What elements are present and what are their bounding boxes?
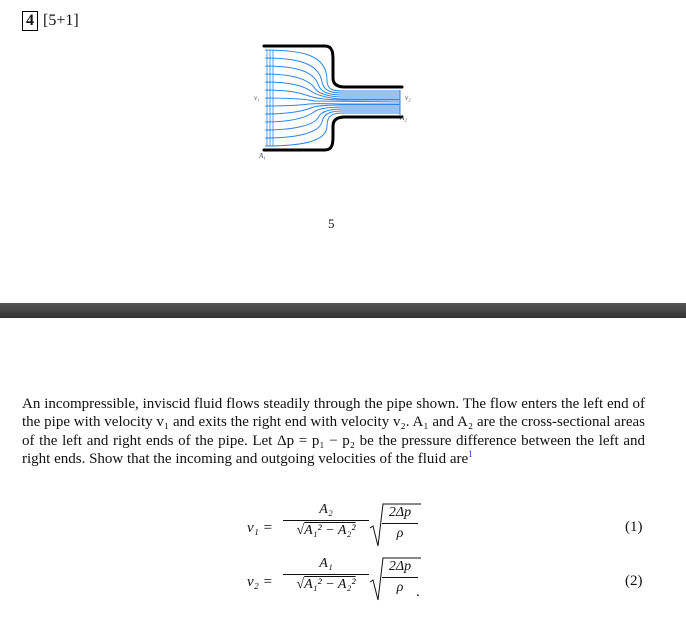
equation-2-sqrt [369,556,421,602]
equation-2-lhs: v₂ = [247,574,273,590]
v2-label: v₂ [405,94,411,102]
equation-1-sqrt-numerator: 2Δp [388,505,412,520]
equation-2-fraction: A₁ √A₁² − A₂² [283,556,369,593]
v1-label: v₁ [254,94,260,102]
equation-1-sqrt [369,502,421,548]
problem-number: 4 [22,11,38,31]
page-number: 5 [328,216,335,231]
problem-statement [22,395,645,469]
equation-1-numerator: A₂ [319,502,333,517]
equation-1-fraction: A₂ √A₁² − A₂² [283,502,369,539]
upper-page [0,0,686,303]
pipe-diagram [245,38,425,168]
equation-2-period: . [416,584,420,600]
pipe-figure [245,38,425,168]
problem-header [22,11,79,31]
a2-label: A₂ [400,114,407,122]
equation-1-sqrt-denominator: ρ [396,526,404,541]
equation-2 [0,556,686,612]
page-divider [0,303,686,318]
equation-1-number: (1) [625,519,643,535]
footnote-link[interactable]: 1 [468,449,473,460]
equation-1-denominator: A₁² − A₂² [304,523,356,538]
equation-2-denominator: A₁² − A₂² [304,577,356,592]
equation-2-number: (2) [625,573,643,589]
equation-1-lhs: v₁ = [247,520,273,536]
equation-2-sqrt-numerator: 2Δp [388,559,412,574]
equation-1 [0,502,686,558]
problem-statement-text: An incompressible, inviscid fluid flows steadily through the pipe shown. The flow enters the left end of the pipe with velocity v₁ and exits the right end with velocity v₂. A₁ and A₂ are the cross-sectional areas of the left and right ends of the pipe. Let Δp = p₁ − p₂ be the pressure difference between the left and right ends. Show that the incoming and outgoing velocities of the fluid are [22,396,645,468]
equation-2-sqrt-denominator: ρ [396,580,404,595]
equation-2-numerator: A₁ [319,556,333,571]
problem-points: [5+1] [43,12,79,29]
a1-label: A₁ [259,152,266,160]
lower-page [0,318,686,620]
